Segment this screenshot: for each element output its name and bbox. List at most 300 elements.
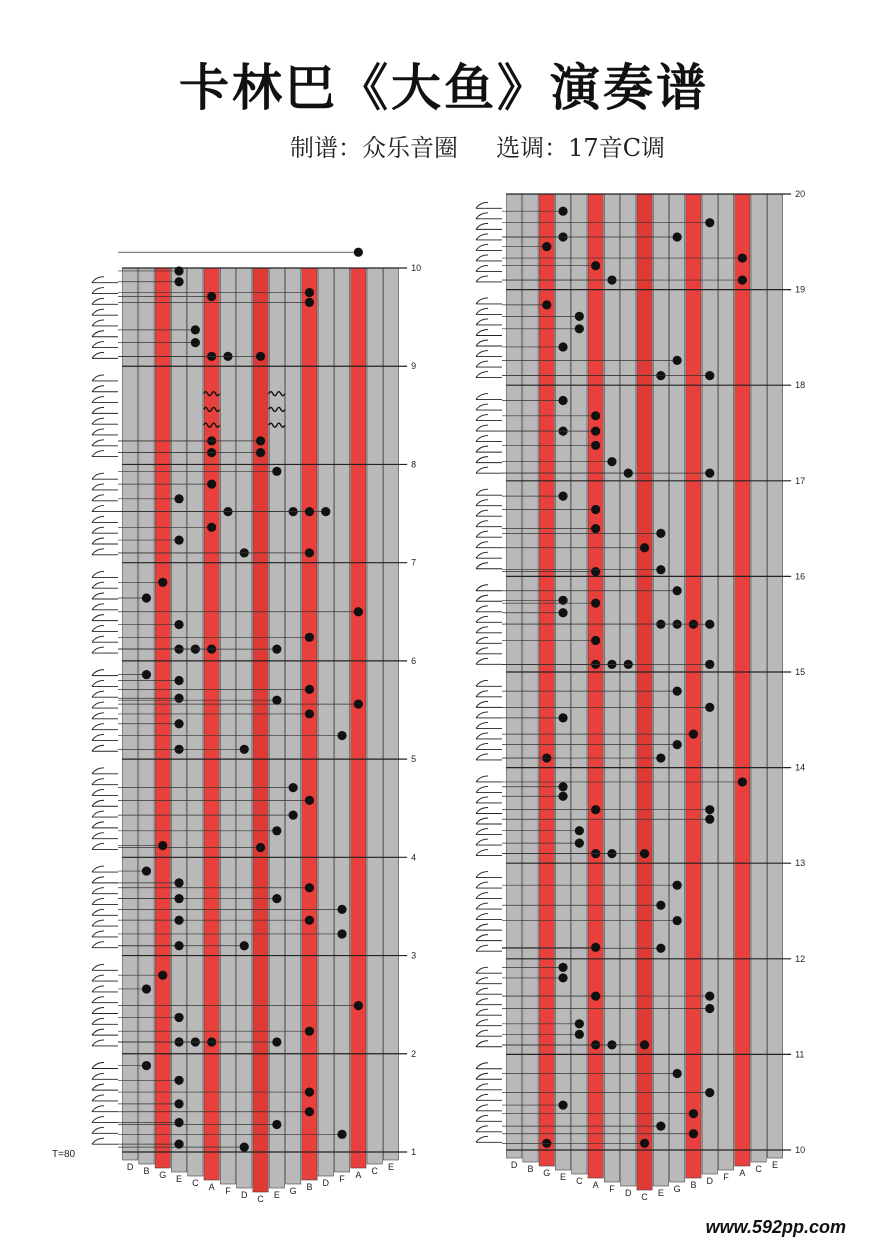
note-dot xyxy=(174,1013,183,1022)
note-dot xyxy=(558,1100,567,1109)
measure-number: 3 xyxy=(411,950,417,961)
beat-tick xyxy=(476,308,502,314)
beat-tick xyxy=(476,298,502,304)
beat-tick xyxy=(476,1126,502,1132)
beat-tick xyxy=(92,986,118,992)
note-dot xyxy=(591,505,600,514)
beat-tick xyxy=(92,888,118,894)
subtitle xyxy=(290,128,665,163)
beat-tick xyxy=(92,636,118,642)
beat-tick xyxy=(476,839,502,845)
note-dot xyxy=(191,645,200,654)
beat-tick xyxy=(92,1063,118,1069)
beat-tick xyxy=(476,1073,502,1079)
tine-label: D xyxy=(241,1190,248,1200)
measure-number: 13 xyxy=(795,858,806,869)
note-dot xyxy=(240,941,249,950)
note-dot xyxy=(673,881,682,890)
tremolo-mark xyxy=(269,407,285,411)
note-dot xyxy=(207,352,216,361)
beat-tick xyxy=(476,234,502,240)
beat-tick xyxy=(476,255,502,261)
beat-tick xyxy=(476,585,502,591)
tine-label: D xyxy=(706,1176,713,1186)
beat-tick xyxy=(476,903,502,909)
note-dot xyxy=(142,1061,151,1070)
beat-tick xyxy=(476,988,502,994)
beat-tick xyxy=(476,595,502,601)
beat-tick xyxy=(92,789,118,795)
beat-tick xyxy=(92,877,118,883)
tine-G-2 xyxy=(155,268,170,1168)
tine-D-7 xyxy=(237,268,252,1188)
note-dot xyxy=(591,567,600,576)
tremolo-mark xyxy=(269,392,285,396)
note-dot xyxy=(705,371,714,380)
note-dot xyxy=(142,866,151,875)
note-dot xyxy=(305,685,314,694)
note-dot xyxy=(738,777,747,786)
beat-tick xyxy=(92,866,118,872)
note-dot xyxy=(558,973,567,982)
note-dot xyxy=(354,607,363,616)
note-dot xyxy=(354,248,363,257)
note-dot xyxy=(558,491,567,500)
beat-tick xyxy=(476,872,502,878)
tine-C-8 xyxy=(253,268,268,1192)
tine-C-8 xyxy=(637,194,652,1190)
beat-tick xyxy=(92,1138,118,1144)
note-dot xyxy=(272,894,281,903)
note-dot xyxy=(705,469,714,478)
tine-label: G xyxy=(673,1184,681,1194)
tine-label: B xyxy=(306,1182,313,1192)
beat-tick xyxy=(476,945,502,951)
note-dot xyxy=(575,324,584,333)
note-dot xyxy=(738,253,747,262)
note-dot xyxy=(223,507,232,516)
note-dot xyxy=(305,883,314,892)
beat-tick xyxy=(476,213,502,219)
tine-F-6 xyxy=(220,268,235,1184)
tine-label: E xyxy=(657,1188,664,1198)
note-dot xyxy=(305,548,314,557)
note-dot xyxy=(174,1118,183,1127)
note-dot xyxy=(558,963,567,972)
beat-tick xyxy=(476,276,502,282)
tine-A-14 xyxy=(735,194,750,1166)
beat-tick xyxy=(92,604,118,610)
beat-tick xyxy=(92,691,118,697)
note-dot xyxy=(174,1099,183,1108)
beat-tick xyxy=(92,1008,118,1014)
beat-tick xyxy=(476,319,502,325)
beat-tick xyxy=(92,997,118,1003)
note-dot xyxy=(272,1120,281,1129)
beat-tick xyxy=(92,451,118,457)
tine-E-3 xyxy=(171,268,186,1172)
beat-tick xyxy=(92,931,118,937)
note-dot xyxy=(542,300,551,309)
beat-tick xyxy=(476,999,502,1005)
beat-tick xyxy=(92,506,118,512)
note-dot xyxy=(591,411,600,420)
note-dot xyxy=(305,796,314,805)
beat-tick xyxy=(92,768,118,774)
tine-label: D xyxy=(510,1160,518,1170)
measure-number: 2 xyxy=(411,1048,417,1059)
note-dot xyxy=(174,745,183,754)
note-dot xyxy=(174,941,183,950)
beat-tick xyxy=(92,942,118,948)
beat-tick xyxy=(92,397,118,403)
beat-tick xyxy=(476,978,502,984)
beat-tick xyxy=(476,1063,502,1069)
measure-number: 14 xyxy=(795,762,806,773)
beat-tick xyxy=(92,342,118,348)
tine-B-11 xyxy=(686,194,701,1178)
note-dot xyxy=(174,645,183,654)
note-dot xyxy=(337,1130,346,1139)
tine-label: A xyxy=(739,1168,746,1178)
note-dot xyxy=(174,894,183,903)
note-dot xyxy=(174,1140,183,1149)
note-dot xyxy=(738,275,747,284)
tine-D-0 xyxy=(123,268,138,1160)
beat-tick xyxy=(476,542,502,548)
note-dot xyxy=(191,325,200,334)
note-dot xyxy=(256,843,265,852)
tine-label: G xyxy=(159,1170,167,1180)
tine-D-12 xyxy=(702,194,717,1174)
note-dot xyxy=(305,1087,314,1096)
tremolo-mark xyxy=(204,423,220,427)
tine-B-1 xyxy=(523,194,538,1162)
tine-label: A xyxy=(208,1182,215,1192)
beat-tick xyxy=(476,606,502,612)
tine-F-13 xyxy=(718,194,733,1170)
beat-tick xyxy=(476,616,502,622)
note-dot xyxy=(174,916,183,925)
beat-tick xyxy=(476,680,502,686)
note-dot xyxy=(705,991,714,1000)
beat-tick xyxy=(92,898,118,904)
beat-tick xyxy=(92,538,118,544)
beat-tick xyxy=(476,882,502,888)
note-dot xyxy=(542,1139,551,1148)
tremolo-mark xyxy=(204,407,220,411)
note-dot xyxy=(289,810,298,819)
beat-tick xyxy=(92,407,118,413)
note-dot xyxy=(640,1139,649,1148)
beat-tick xyxy=(476,807,502,813)
beat-tick xyxy=(476,722,502,728)
beat-tick xyxy=(476,446,502,452)
beat-tick xyxy=(92,331,118,337)
tine-label: E xyxy=(560,1172,567,1182)
measure-number: 15 xyxy=(795,667,806,677)
beat-tick xyxy=(92,779,118,785)
beat-tick xyxy=(476,935,502,941)
beat-tick xyxy=(92,571,118,577)
measure-number: 18 xyxy=(795,380,806,391)
tine-label: F xyxy=(225,1186,231,1196)
beat-tick xyxy=(92,1073,118,1079)
beat-tick xyxy=(476,797,502,803)
tine-F-6 xyxy=(604,194,619,1182)
note-dot xyxy=(207,448,216,457)
beat-tick xyxy=(476,361,502,367)
beat-tick xyxy=(476,552,502,558)
tine-C-15 xyxy=(751,194,766,1162)
note-dot xyxy=(174,535,183,544)
tine-G-10 xyxy=(670,194,685,1182)
tine-D-12 xyxy=(318,268,333,1176)
beat-tick xyxy=(92,352,118,358)
note-dot xyxy=(240,1142,249,1151)
beat-tick xyxy=(92,1106,118,1112)
note-dot xyxy=(305,1027,314,1036)
tine-C-4 xyxy=(188,268,203,1176)
beat-tick xyxy=(92,582,118,588)
note-dot xyxy=(575,1019,584,1028)
beat-tick xyxy=(476,967,502,973)
beat-tick xyxy=(476,510,502,516)
beat-tick xyxy=(92,647,118,653)
beat-tick xyxy=(476,914,502,920)
tine-E-16 xyxy=(383,268,398,1160)
note-dot xyxy=(174,277,183,286)
note-dot xyxy=(256,448,265,457)
note-dot xyxy=(354,1001,363,1010)
note-dot xyxy=(207,523,216,532)
beat-tick xyxy=(92,375,118,381)
note-dot xyxy=(640,543,649,552)
note-dot xyxy=(673,740,682,749)
beat-tick xyxy=(92,593,118,599)
tine-label: E xyxy=(273,1190,280,1200)
beat-tick xyxy=(92,1117,118,1123)
note-dot xyxy=(705,1004,714,1013)
tine-label: B xyxy=(527,1164,534,1174)
note-dot xyxy=(705,1088,714,1097)
beat-tick xyxy=(92,1127,118,1133)
note-dot xyxy=(640,1040,649,1049)
note-dot xyxy=(558,713,567,722)
note-dot xyxy=(575,312,584,321)
note-dot xyxy=(673,232,682,241)
note-dot xyxy=(673,687,682,696)
beat-tick xyxy=(476,776,502,782)
note-dot xyxy=(558,596,567,605)
beat-tick xyxy=(476,244,502,250)
tine-label: G xyxy=(289,1186,297,1196)
note-dot xyxy=(542,242,551,251)
note-dot xyxy=(591,660,600,669)
note-dot xyxy=(321,507,330,516)
beat-tick xyxy=(476,829,502,835)
note-dot xyxy=(705,703,714,712)
beat-tick xyxy=(476,627,502,633)
note-dot xyxy=(689,1109,698,1118)
beat-tick xyxy=(92,440,118,446)
note-dot xyxy=(272,645,281,654)
beat-tick xyxy=(92,495,118,501)
note-dot xyxy=(256,436,265,445)
note-dot xyxy=(640,849,649,858)
beat-tick xyxy=(92,1029,118,1035)
note-dot xyxy=(575,839,584,848)
beat-tick xyxy=(476,265,502,271)
note-dot xyxy=(591,426,600,435)
note-dot xyxy=(289,507,298,516)
beat-tick xyxy=(92,670,118,676)
beat-tick xyxy=(476,351,502,357)
note-dot xyxy=(591,805,600,814)
note-dot xyxy=(558,608,567,617)
beat-tick xyxy=(92,1095,118,1101)
beat-tick xyxy=(476,329,502,335)
measure-number: 6 xyxy=(411,655,417,666)
measure-number: 10 xyxy=(411,263,422,273)
beat-tick xyxy=(476,404,502,410)
tine-label: F xyxy=(609,1184,615,1194)
note-dot xyxy=(223,352,232,361)
tine-D-7 xyxy=(621,194,636,1186)
tine-D-0 xyxy=(507,194,522,1158)
note-dot xyxy=(624,469,633,478)
note-dot xyxy=(174,494,183,503)
arranger-label: 制谱：众乐音圈 xyxy=(290,134,458,162)
tine-label: A xyxy=(355,1170,362,1180)
tine-label: C xyxy=(192,1178,199,1188)
tine-B-11 xyxy=(302,268,317,1180)
note-dot xyxy=(656,901,665,910)
beat-tick xyxy=(476,712,502,718)
beat-tick xyxy=(476,521,502,527)
tine-label: A xyxy=(592,1180,599,1190)
measure-number: 12 xyxy=(795,953,806,964)
tremolo-mark xyxy=(269,423,285,427)
tine-label: F xyxy=(339,1174,345,1184)
beat-tick xyxy=(476,467,502,473)
note-dot xyxy=(158,971,167,980)
tine-E-3 xyxy=(555,194,570,1170)
note-dot xyxy=(558,426,567,435)
note-dot xyxy=(272,826,281,835)
note-dot xyxy=(673,356,682,365)
beat-tick xyxy=(476,637,502,643)
note-dot xyxy=(558,207,567,216)
beat-tick xyxy=(92,811,118,817)
beat-tick xyxy=(476,1020,502,1026)
note-dot xyxy=(558,792,567,801)
note-dot xyxy=(656,753,665,762)
note-dot xyxy=(305,709,314,718)
note-dot xyxy=(607,457,616,466)
note-dot xyxy=(207,1037,216,1046)
beat-tick xyxy=(476,563,502,569)
beat-tick xyxy=(92,309,118,315)
beat-tick xyxy=(92,1040,118,1046)
note-dot xyxy=(607,1040,616,1049)
beat-tick xyxy=(92,277,118,283)
beat-tick xyxy=(92,549,118,555)
tine-B-1 xyxy=(139,268,154,1164)
note-dot xyxy=(656,1122,665,1131)
note-dot xyxy=(240,548,249,557)
note-dot xyxy=(689,620,698,629)
tine-E-16 xyxy=(767,194,782,1158)
beat-tick xyxy=(476,754,502,760)
note-dot xyxy=(207,645,216,654)
note-dot xyxy=(705,620,714,629)
note-dot xyxy=(240,745,249,754)
note-dot xyxy=(158,841,167,850)
note-dot xyxy=(191,1037,200,1046)
note-dot xyxy=(607,849,616,858)
note-dot xyxy=(558,396,567,405)
note-dot xyxy=(656,620,665,629)
tine-label: C xyxy=(257,1194,264,1204)
note-dot xyxy=(305,298,314,307)
beat-tick xyxy=(92,484,118,490)
beat-tick xyxy=(92,920,118,926)
beat-tick xyxy=(476,223,502,229)
tine-label: C xyxy=(641,1192,648,1202)
beat-tick xyxy=(476,1030,502,1036)
beat-tick xyxy=(476,924,502,930)
beat-tick xyxy=(92,288,118,294)
note-dot xyxy=(174,878,183,887)
beat-tick xyxy=(476,786,502,792)
note-dot xyxy=(607,660,616,669)
note-dot xyxy=(542,753,551,762)
beat-tick xyxy=(476,436,502,442)
note-dot xyxy=(656,371,665,380)
note-dot xyxy=(174,694,183,703)
beat-tick xyxy=(476,202,502,208)
tine-label: E xyxy=(176,1174,183,1184)
beat-tick xyxy=(476,818,502,824)
tine-label: B xyxy=(690,1180,697,1190)
tine-C-15 xyxy=(367,268,382,1164)
beat-tick xyxy=(92,527,118,533)
beat-tick xyxy=(92,680,118,686)
note-dot xyxy=(305,507,314,516)
beat-tick xyxy=(476,1009,502,1015)
note-dot xyxy=(337,905,346,914)
beat-tick xyxy=(92,1018,118,1024)
note-dot xyxy=(337,731,346,740)
note-dot xyxy=(591,943,600,952)
note-dot xyxy=(591,1040,600,1049)
note-dot xyxy=(305,633,314,642)
note-dot xyxy=(256,352,265,361)
tine-A-5 xyxy=(204,268,219,1180)
note-dot xyxy=(689,730,698,739)
note-dot xyxy=(591,524,600,533)
beat-tick xyxy=(92,713,118,719)
tine-label: C xyxy=(576,1176,583,1186)
beat-tick xyxy=(92,800,118,806)
site-watermark: www.592pp.com xyxy=(705,1217,846,1237)
beat-tick xyxy=(92,724,118,730)
tine-G-10 xyxy=(286,268,301,1184)
note-dot xyxy=(607,275,616,284)
tine-F-13 xyxy=(334,268,349,1172)
tine-label: F xyxy=(723,1172,729,1182)
